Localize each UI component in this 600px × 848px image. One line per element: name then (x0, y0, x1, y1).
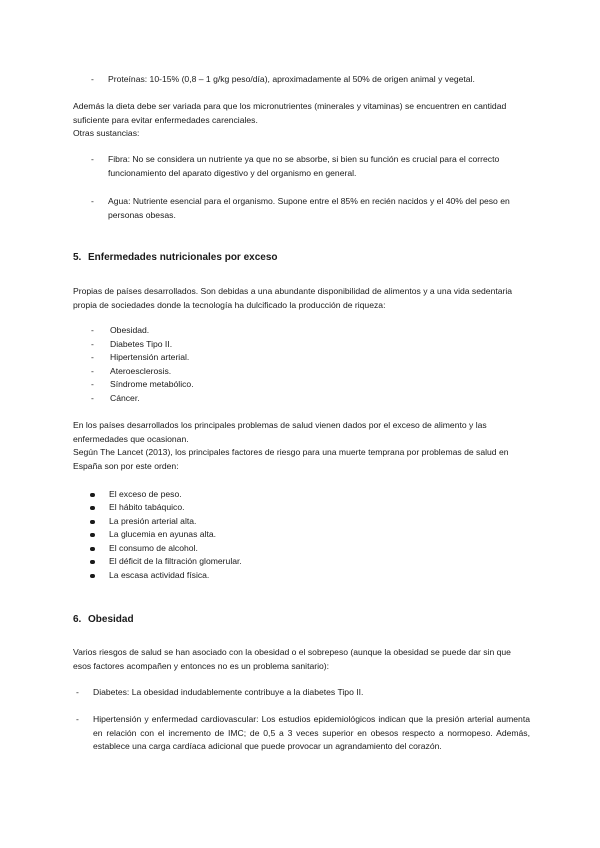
dash-marker: - (91, 154, 94, 164)
list-item-text: Diabetes: La obesidad indudablemente contribuye a la diabetes Tipo II. (93, 687, 364, 697)
dash-marker: - (91, 366, 94, 376)
paragraph-otras-sustancias: Otras sustancias: (73, 128, 140, 138)
dash-marker: - (91, 352, 94, 362)
list-item-text: Obesidad. (110, 325, 150, 335)
bullet-icon (90, 533, 95, 538)
list-item-text: El exceso de peso. (109, 489, 182, 499)
bullet-icon (90, 547, 95, 552)
section-title: Obesidad (88, 614, 134, 625)
list-item-text: Síndrome metabólico. (110, 379, 194, 389)
list-item-text: Proteínas: 10-15% (0,8 – 1 g/kg peso/día), aproximadamente al 50% de origen animal y vegetal. (108, 74, 475, 84)
bullet-icon (90, 520, 95, 525)
section5-lancet: Según The Lancet (2013), los principales factores de riesgo para una muerte temprana por problemas de salud en España son por este orden: (73, 447, 509, 471)
list-item-text: Agua: Nutriente esencial para el organismo. Supone entre el 85% en recién nacidos y el 40% del peso en personas obesas. (108, 196, 510, 220)
dash-marker: - (91, 379, 94, 389)
list-item-text: Fibra: No se considera un nutriente ya que no se absorbe, si bien su función es crucial para el correcto funcionamiento del aparato digestivo y del organismo en general. (108, 154, 500, 178)
list-item-text: La presión arterial alta. (109, 516, 197, 526)
list-item-text: Diabetes Tipo II. (110, 339, 173, 349)
bullet-icon (90, 493, 95, 498)
section6-intro: Varios riesgos de salud se han asociado con la obesidad o el sobrepeso (aunque la obesidad se puede dar sin que esos factores acompañen y entonces no es un problema sanitario): (73, 647, 511, 671)
list-item-text: La escasa actividad física. (109, 570, 210, 580)
list-item-text: La glucemia en ayunas alta. (109, 529, 217, 539)
dash-marker: - (76, 687, 79, 697)
paragraph-micronutrients: Además la dieta debe ser variada para que los micronutrientes (minerales y vitaminas) se encuentren en cantidad suficiente para evitar enfermedades carenciales. (73, 101, 507, 125)
list-item-text: El déficit de la filtración glomerular. (109, 556, 242, 566)
dash-marker: - (91, 325, 94, 335)
list-item-text: Hipertensión y enfermedad cardiovascular: Los estudios epidemiológicos indican que la presión arterial aumenta en relación con el incremento de IMC; de 0,5 a 3 veces superior en obesos respecto a normopeso. Además, establece una carga cardíaca adicional que puede provocar un agrandamiento del corazón. (93, 714, 530, 752)
section-title: Enfermedades nutricionales por exceso (88, 252, 278, 263)
list-item-text: Cáncer. (110, 393, 140, 403)
bullet-icon (90, 506, 95, 511)
section-number: 5. (73, 252, 82, 263)
section5-intro: Propias de países desarrollados. Son debidas a una abundante disponibilidad de alimentos y a una vida sedentaria propia de sociedades donde la tecnología ha dulcificado la producción de riqueza: (73, 286, 513, 310)
dash-marker: - (91, 196, 94, 206)
bullet-icon (90, 560, 95, 565)
dash-marker: - (76, 714, 79, 724)
list-item-text: El consumo de alcohol. (109, 543, 198, 553)
section5-problems: En los países desarrollados los principales problemas de salud vienen dados por el exceso de alimento y las enfermedades que ocasionan. (73, 420, 487, 444)
section-number: 6. (73, 614, 82, 625)
dash-marker: - (91, 339, 94, 349)
bullet-icon (90, 574, 95, 579)
list-item-text: Hipertensión arterial. (110, 352, 190, 362)
dash-marker: - (91, 393, 94, 403)
dash-marker: - (91, 74, 94, 84)
list-item-text: Ateroesclerosis. (110, 366, 172, 376)
list-item-text: El hábito tabáquico. (109, 502, 185, 512)
